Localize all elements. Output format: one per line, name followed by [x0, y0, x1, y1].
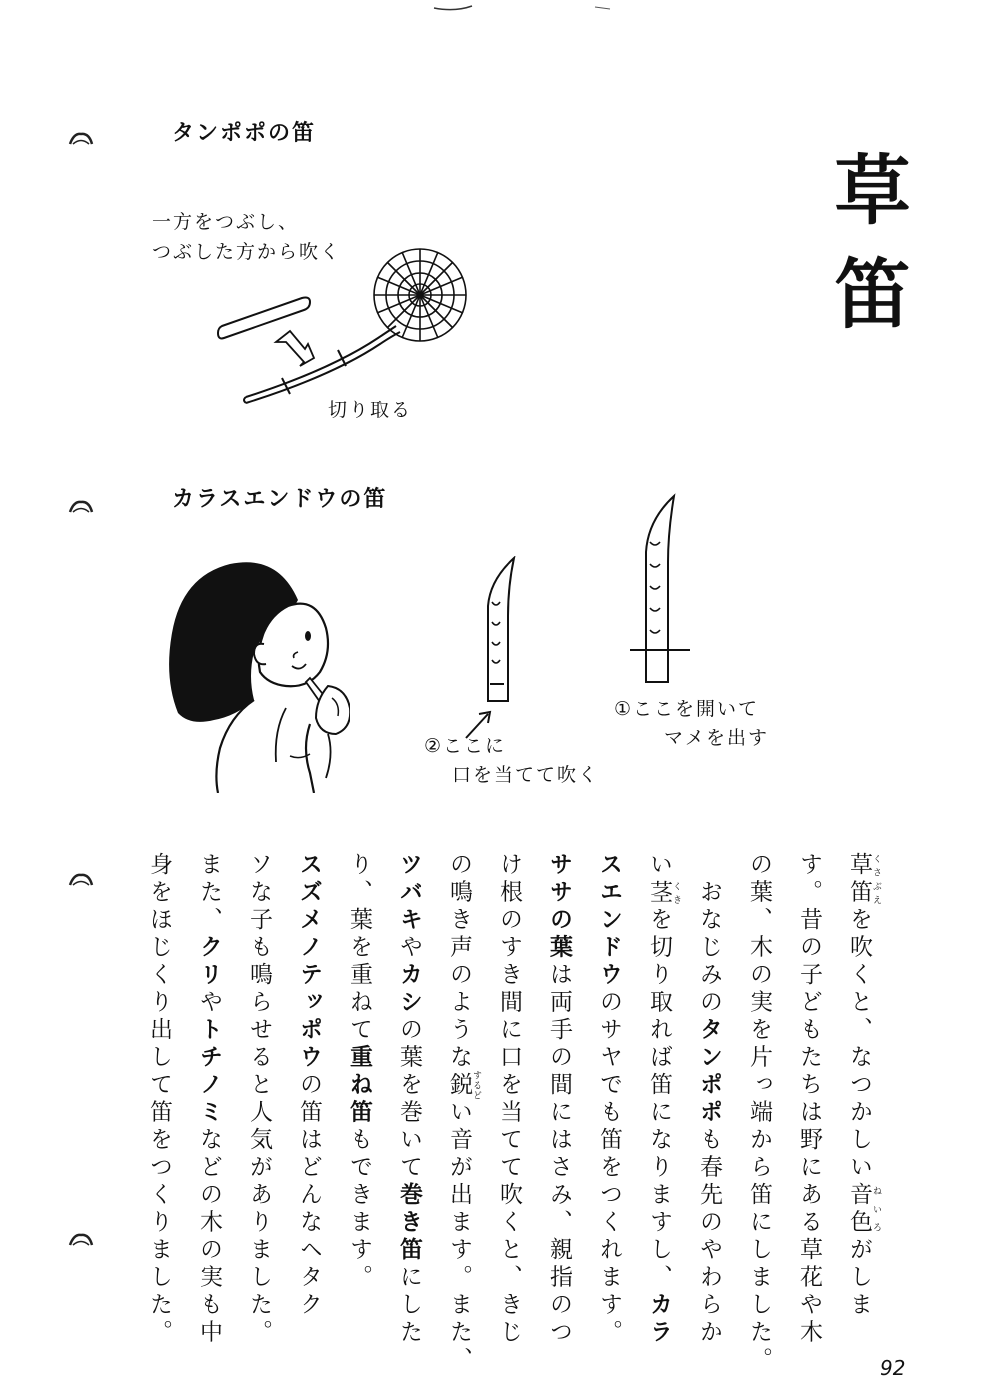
body-column: の葉、木の実を片っ端から笛にしました。	[746, 852, 772, 1375]
binder-hole-mark	[68, 500, 94, 514]
dandelion-cut-label: 切り取る	[328, 399, 413, 421]
body-column: おなじみのタンポポも春先のやわらか	[696, 852, 722, 1347]
arrow-up-icon	[276, 331, 314, 366]
binder-hole-mark	[68, 1233, 94, 1247]
body-column: スエンドウのサヤでも笛をつくれます。	[596, 852, 622, 1347]
page-number: 92	[880, 1356, 906, 1380]
body-column: ソな子も鳴らせると人気がありました。	[246, 852, 272, 1347]
page-title: 草笛	[822, 150, 911, 358]
binder-hole-mark	[68, 132, 94, 146]
body-column: け根のすき間に口を当てて吹くと、きじ	[496, 852, 522, 1347]
body-column: 草笛 くさぶえを吹くと、なつかしい音色 ねいろがしま	[846, 852, 881, 1320]
binder-hole-mark	[68, 873, 94, 887]
body-column: ササの葉は両手の間にはさみ、親指のつ	[546, 852, 572, 1347]
pointer-arrow-icon	[460, 706, 500, 742]
body-column: の鳴き声のような鋭 するどい音が出ます。また、	[446, 852, 481, 1375]
body-column: り、葉を重ねて重ね笛もできます。	[346, 852, 372, 1292]
body-column: スズメノテッポウの笛はどんなヘタク	[296, 852, 322, 1320]
dandelion-instruction-2: つぶした方から吹く	[152, 241, 342, 263]
pea-heading: カラスエンドウの笛	[172, 487, 388, 512]
body-column: す。昔の子どもたちは野にある草花や木	[796, 852, 822, 1347]
pea-step2-line1: ②ここに	[424, 735, 507, 757]
dandelion-illustration	[210, 240, 480, 415]
body-column: また、クリやトチノミなどの木の実も中	[196, 852, 222, 1347]
pea-step1-line2: マメを出す	[664, 727, 770, 749]
body-column: 身をほじくり出して笛をつくりました。	[146, 852, 172, 1347]
dandelion-instruction-1: 一方をつぶし、	[152, 211, 300, 233]
body-column: い茎 くきを切り取れば笛になりますし、カラ	[646, 852, 681, 1347]
scan-mark	[420, 0, 620, 14]
pea-pod-mouthpiece-illustration	[476, 556, 520, 706]
pea-pod-open-illustration	[624, 492, 694, 692]
dandelion-heading: タンポポの笛	[172, 121, 317, 146]
cut-stem-piece	[218, 298, 310, 339]
girl-blowing-whistle-illustration	[160, 548, 350, 793]
pea-step1-line1: ①ここを開いて	[614, 698, 760, 720]
body-column: ツバキやカシの葉を巻いて巻き笛にした	[396, 852, 422, 1347]
dandelion-flower-icon	[374, 249, 466, 341]
body-text	[134, 852, 884, 1375]
pea-step2-line2: 口を当てて吹く	[452, 764, 600, 786]
dandelion-stem	[246, 326, 396, 397]
